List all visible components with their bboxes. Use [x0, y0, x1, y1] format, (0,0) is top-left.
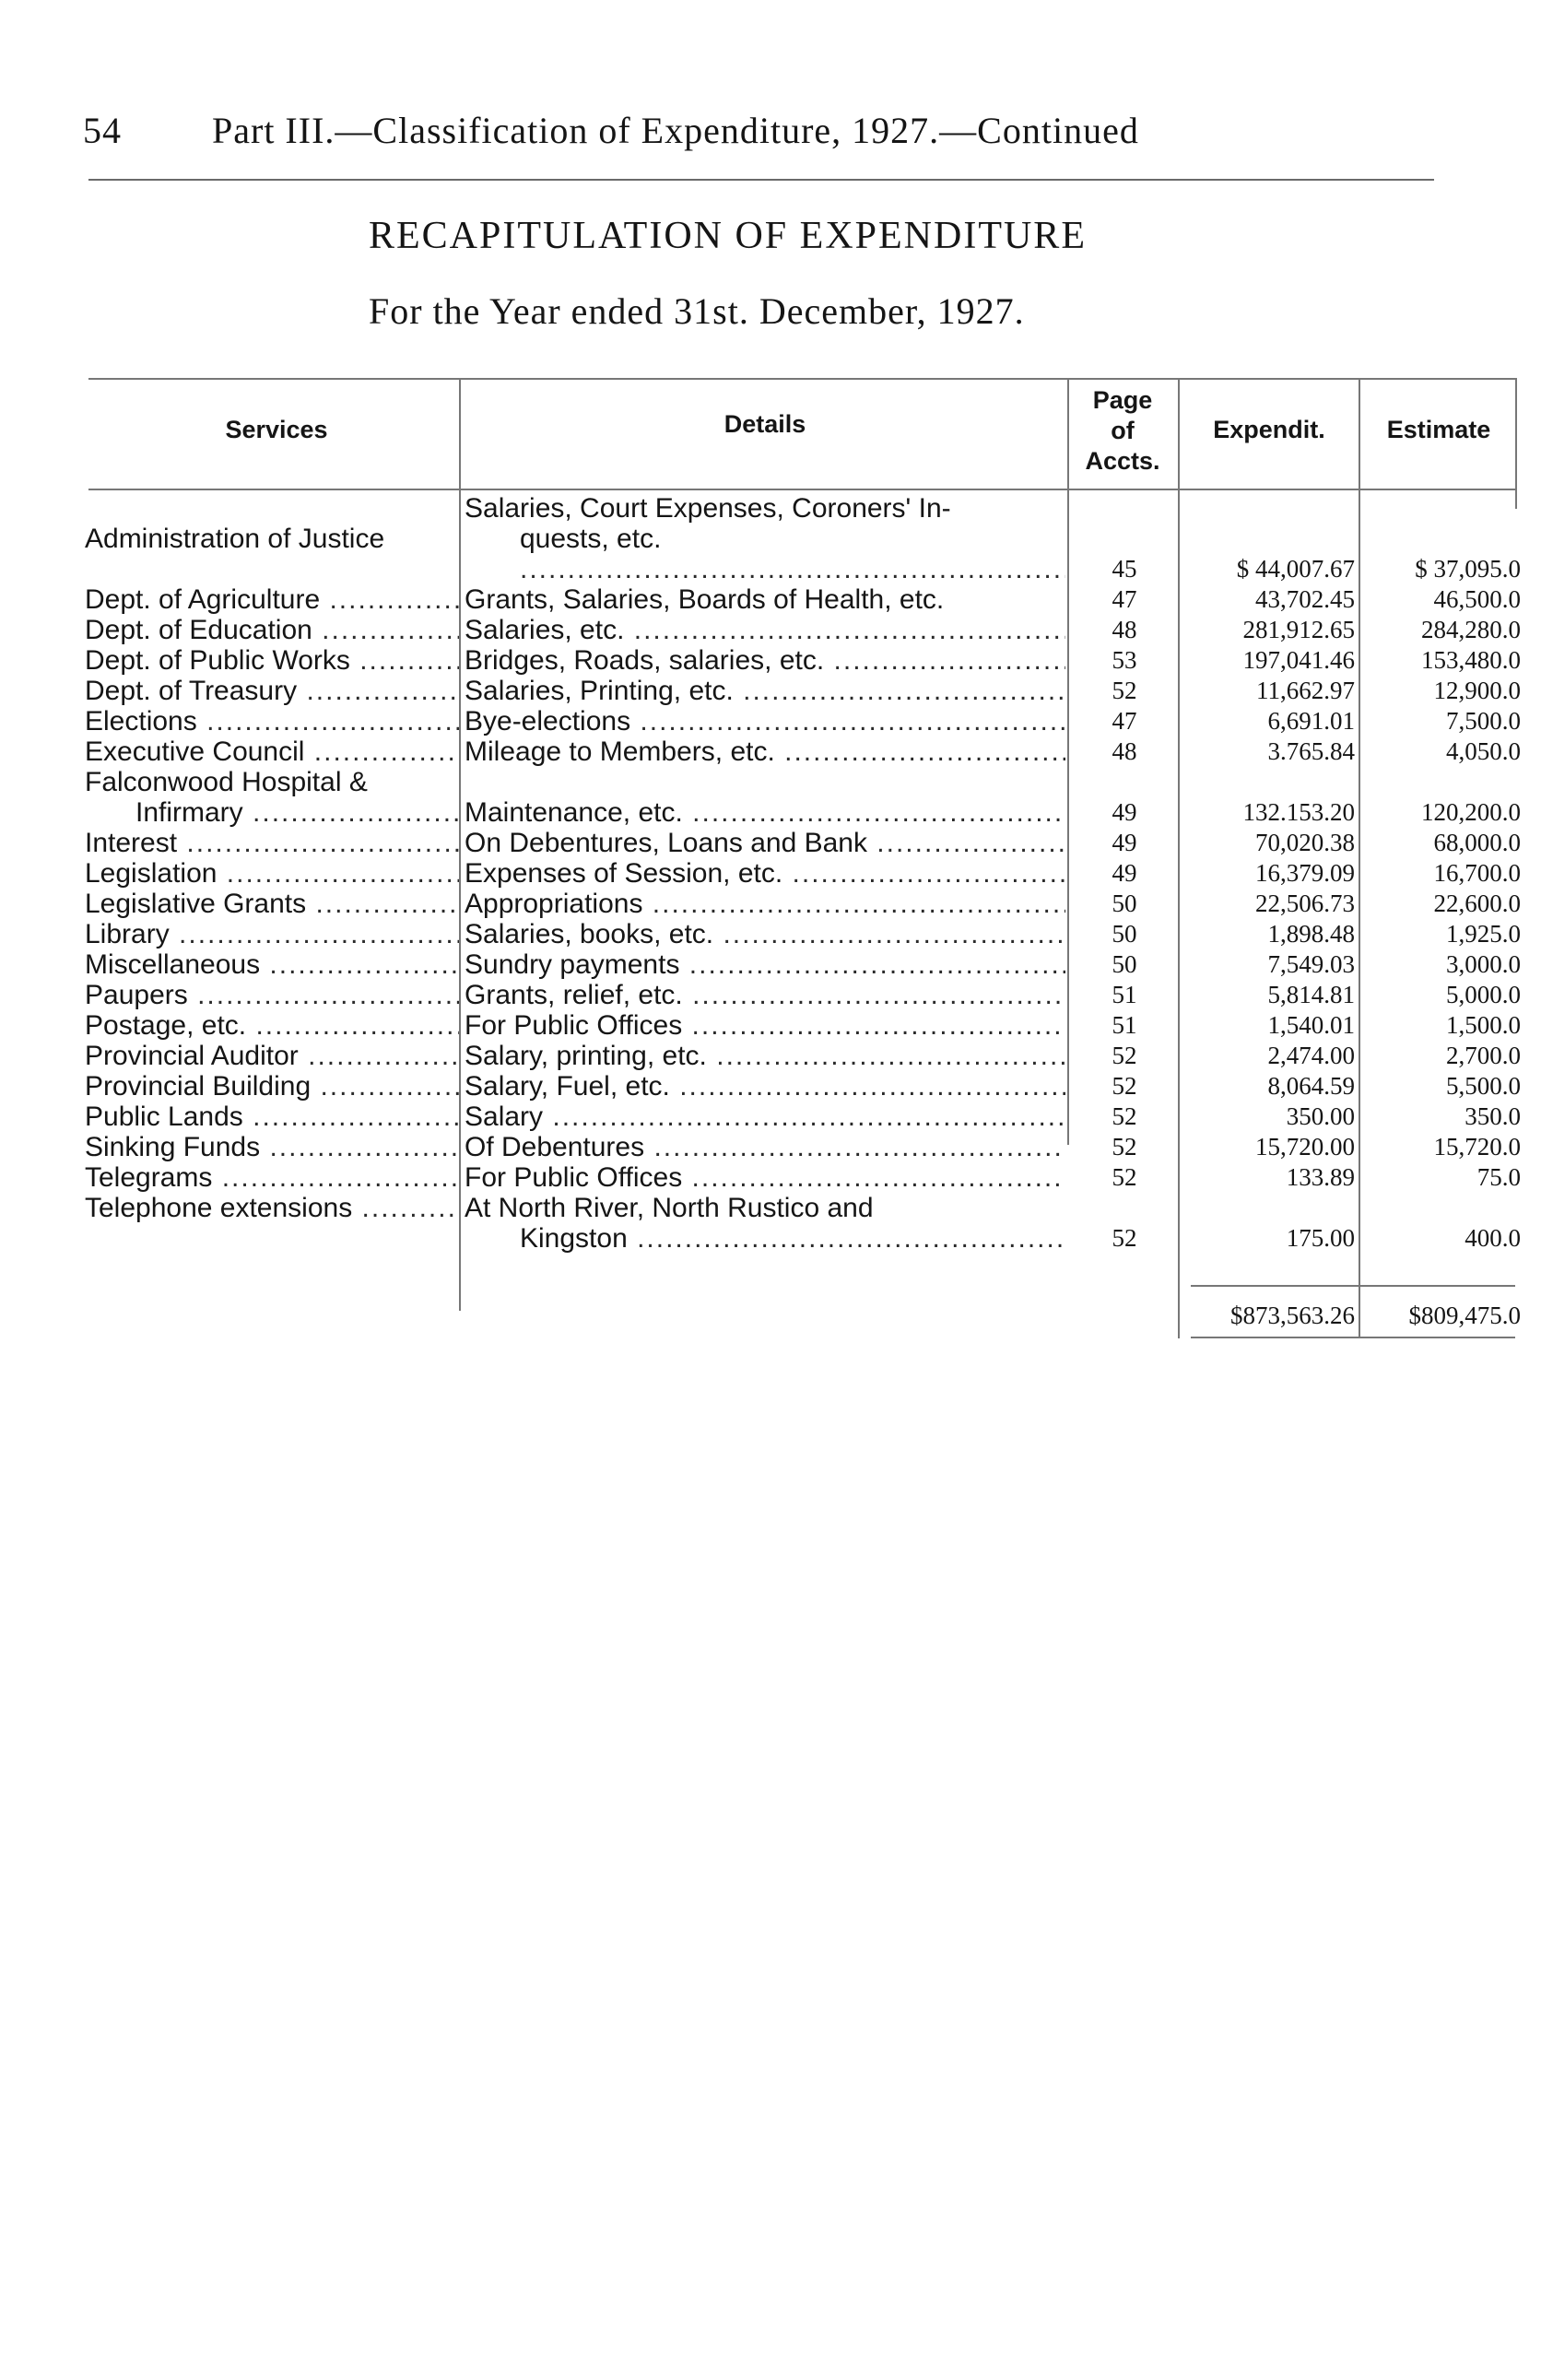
service-details: For Public Offices .....: [465, 1010, 1065, 1041]
estimate-value: 12,900.0: [1433, 677, 1521, 704]
expenditure-value: 6,691.01: [1267, 707, 1355, 735]
service-details: Expenses of Session, etc. .....: [465, 858, 1065, 889]
service-details: Bridges, Roads, salaries, etc. .....: [465, 645, 1065, 676]
totals-row: [0, 1300, 1541, 1331]
service-details: Maintenance, etc. .....: [465, 797, 1065, 828]
page-ref: 49: [1112, 859, 1137, 887]
total-expenditure: $873,563.26: [1230, 1302, 1355, 1329]
service-name: Provincial Building .....: [85, 1071, 459, 1102]
expenditure-value: 70,020.38: [1255, 829, 1355, 856]
page-ref: 48: [1112, 616, 1137, 643]
page-ref: 51: [1112, 1011, 1137, 1039]
estimate-value: 1,925.0: [1446, 920, 1521, 948]
estimate-value: 15,720.0: [1433, 1133, 1521, 1161]
estimate-value: 2,700.0: [1446, 1042, 1521, 1069]
running-head-text: Part III.—Classification of Expenditure, 1927.—Continued: [212, 110, 1139, 151]
table-row: [0, 676, 1541, 706]
expenditure-value: 3.765.84: [1267, 737, 1355, 765]
table-row: [0, 767, 1541, 828]
estimate-value: 68,000.0: [1433, 829, 1521, 856]
service-details: Salaries, Printing, etc. .....: [465, 676, 1065, 706]
service-name: Falconwood Hospital &: [85, 767, 368, 797]
service-details: Of Debentures .....: [465, 1132, 1065, 1162]
service-name: Legislation .....: [85, 858, 459, 889]
table-row: [0, 615, 1541, 645]
expenditure-value: 22,506.73: [1255, 890, 1355, 917]
page-ref: 52: [1112, 1224, 1137, 1252]
service-name: Dept. of Agriculture .....: [85, 584, 459, 615]
service-name: Miscellaneous .....: [85, 949, 459, 980]
estimate-value: 5,000.0: [1446, 981, 1521, 1008]
service-details: Grants, relief, etc. .....: [465, 980, 1065, 1010]
page-ref: 50: [1112, 890, 1137, 917]
service-name: Telephone extensions .....: [85, 1193, 459, 1223]
page-number: 54: [83, 110, 122, 151]
page-ref: 47: [1112, 707, 1137, 735]
expenditure-value: 11,662.97: [1256, 677, 1355, 704]
service-name: Interest .....: [85, 828, 459, 858]
page-title: RECAPITULATION OF EXPENDITURE: [369, 215, 1087, 257]
service-details: Salary, Fuel, etc. .....: [465, 1071, 1065, 1102]
service-details: At North River, North Rustico and: [465, 1193, 874, 1223]
service-name: Paupers .....: [85, 980, 459, 1010]
header-page-line1: Page: [1092, 386, 1153, 414]
service-details-continued: Kingston .....: [465, 1223, 1065, 1254]
table-row: [0, 1071, 1541, 1102]
page-ref: 52: [1112, 1072, 1137, 1100]
total-top-rule: [1191, 1285, 1515, 1287]
page-ref: 52: [1112, 1042, 1137, 1069]
service-name: Administration of Justice: [85, 524, 385, 554]
estimate-value: 16,700.0: [1433, 859, 1521, 887]
estimate-value: 3,000.0: [1446, 950, 1521, 978]
expenditure-value: 8,064.59: [1267, 1072, 1355, 1100]
service-details: Sundry payments .....: [465, 949, 1065, 980]
expenditure-value: 1,898.48: [1267, 920, 1355, 948]
expenditure-value: 16,379.09: [1255, 859, 1355, 887]
service-details: Salary .....: [465, 1102, 1065, 1132]
service-details: For Public Offices .....: [465, 1162, 1065, 1193]
header-estimate: Estimate: [1386, 416, 1491, 443]
estimate-value: 1,500.0: [1446, 1011, 1521, 1039]
expenditure-value: 350.00: [1286, 1102, 1355, 1130]
page-subtitle: For the Year ended 31st. December, 1927.: [369, 290, 1025, 332]
estimate-value: 7,500.0: [1446, 707, 1521, 735]
expenditure-value: $ 44,007.67: [1236, 555, 1355, 583]
estimate-value: 153,480.0: [1421, 646, 1521, 674]
expenditure-value: 2,474.00: [1267, 1042, 1355, 1069]
service-name: Elections .....: [85, 706, 459, 736]
service-name: Dept. of Education .....: [85, 615, 459, 645]
table-row: [0, 1193, 1541, 1254]
table-row: [0, 736, 1541, 767]
table-row: [0, 828, 1541, 858]
expenditure-value: 197,041.46: [1242, 646, 1355, 674]
page-ref: 52: [1112, 1163, 1137, 1191]
table-row: [0, 1162, 1541, 1193]
estimate-value: 120,200.0: [1421, 798, 1521, 826]
page-ref: 51: [1112, 981, 1137, 1008]
service-details: Grants, Salaries, Boards of Health, etc.: [465, 584, 945, 615]
table-row: [0, 1010, 1541, 1041]
header-expenditure: Expendit.: [1213, 416, 1325, 443]
service-details: On Debentures, Loans and Bank .....: [465, 828, 1065, 858]
page-ref: 52: [1112, 1102, 1137, 1130]
table-row: [0, 919, 1541, 949]
page-ref: 45: [1112, 555, 1137, 583]
expenditure-value: 7,549.03: [1267, 950, 1355, 978]
page-ref: 52: [1112, 677, 1137, 704]
expenditure-value: 133.89: [1286, 1163, 1355, 1191]
table-row: [0, 1041, 1541, 1071]
header-services: Services: [225, 416, 328, 443]
table-row: [0, 706, 1541, 736]
header-details: Details: [723, 410, 806, 438]
service-name: Public Lands .....: [85, 1102, 459, 1132]
table-row: [0, 889, 1541, 919]
service-name: Dept. of Public Works .....: [85, 645, 459, 676]
table-row: [0, 980, 1541, 1010]
table-row: [0, 1102, 1541, 1132]
page-ref: 49: [1112, 829, 1137, 856]
estimate-value: 350.0: [1465, 1102, 1521, 1130]
header-bottom-rule: [88, 489, 1517, 490]
header-page-line3: Accts.: [1085, 447, 1160, 475]
expenditure-value: 15,720.00: [1255, 1133, 1355, 1161]
expenditure-value: 281,912.65: [1242, 616, 1355, 643]
page-ref: 47: [1112, 585, 1137, 613]
table-row: [0, 1132, 1541, 1162]
service-details: Bye-elections .....: [465, 706, 1065, 736]
table-row: [0, 949, 1541, 980]
table-top-rule: [88, 378, 1517, 380]
page-ref: 48: [1112, 737, 1137, 765]
estimate-value: 75.0: [1476, 1163, 1521, 1191]
running-head: [83, 109, 1139, 152]
service-name: Dept. of Treasury .....: [85, 676, 459, 706]
table-body: [0, 493, 1541, 1254]
table-row: [0, 858, 1541, 889]
header-rule: [88, 179, 1434, 181]
expenditure-value: 43,702.45: [1255, 585, 1355, 613]
service-details: Appropriations .....: [465, 889, 1065, 919]
page-ref: 52: [1112, 1133, 1137, 1161]
page-ref: 50: [1112, 920, 1137, 948]
table-row: [0, 645, 1541, 676]
service-name: Telegrams .....: [85, 1162, 459, 1193]
service-name-continued: Infirmary .....: [85, 797, 459, 828]
table-right-edge: [1515, 380, 1517, 509]
service-details: Salaries, books, etc. .....: [465, 919, 1065, 949]
expenditure-value: 5,814.81: [1267, 981, 1355, 1008]
page-ref: 50: [1112, 950, 1137, 978]
estimate-value: 46,500.0: [1433, 585, 1521, 613]
estimate-value: 5,500.0: [1446, 1072, 1521, 1100]
estimate-value: 4,050.0: [1446, 737, 1521, 765]
service-name: Legislative Grants .....: [85, 889, 459, 919]
service-details: Salary, printing, etc. .....: [465, 1041, 1065, 1071]
service-name: Library .....: [85, 919, 459, 949]
estimate-value: 400.0: [1465, 1224, 1521, 1252]
service-name: Provincial Auditor .....: [85, 1041, 459, 1071]
table-row: [0, 584, 1541, 615]
service-name: Sinking Funds .....: [85, 1132, 459, 1162]
service-name: Executive Council .....: [85, 736, 459, 767]
estimate-value: $ 37,095.0: [1415, 555, 1521, 583]
expenditure-value: 1,540.01: [1267, 1011, 1355, 1039]
table-row: [0, 493, 1541, 584]
estimate-value: 284,280.0: [1421, 616, 1521, 643]
header-page-line2: of: [1111, 417, 1135, 444]
service-name: Postage, etc. .....: [85, 1010, 459, 1041]
service-details: Salaries, Court Expenses, Coroners' In- quests, etc. .....: [465, 493, 1065, 584]
service-details: Salaries, etc. .....: [465, 615, 1065, 645]
page-ref: 49: [1112, 798, 1137, 826]
total-bottom-rule: [1191, 1337, 1515, 1338]
page-ref: 53: [1112, 646, 1137, 674]
expenditure-value: 132.153.20: [1242, 798, 1355, 826]
service-details: Mileage to Members, etc. .....: [465, 736, 1065, 767]
estimate-value: 22,600.0: [1433, 890, 1521, 917]
total-estimate: $809,475.0: [1408, 1302, 1521, 1329]
expenditure-value: 175.00: [1286, 1224, 1355, 1252]
